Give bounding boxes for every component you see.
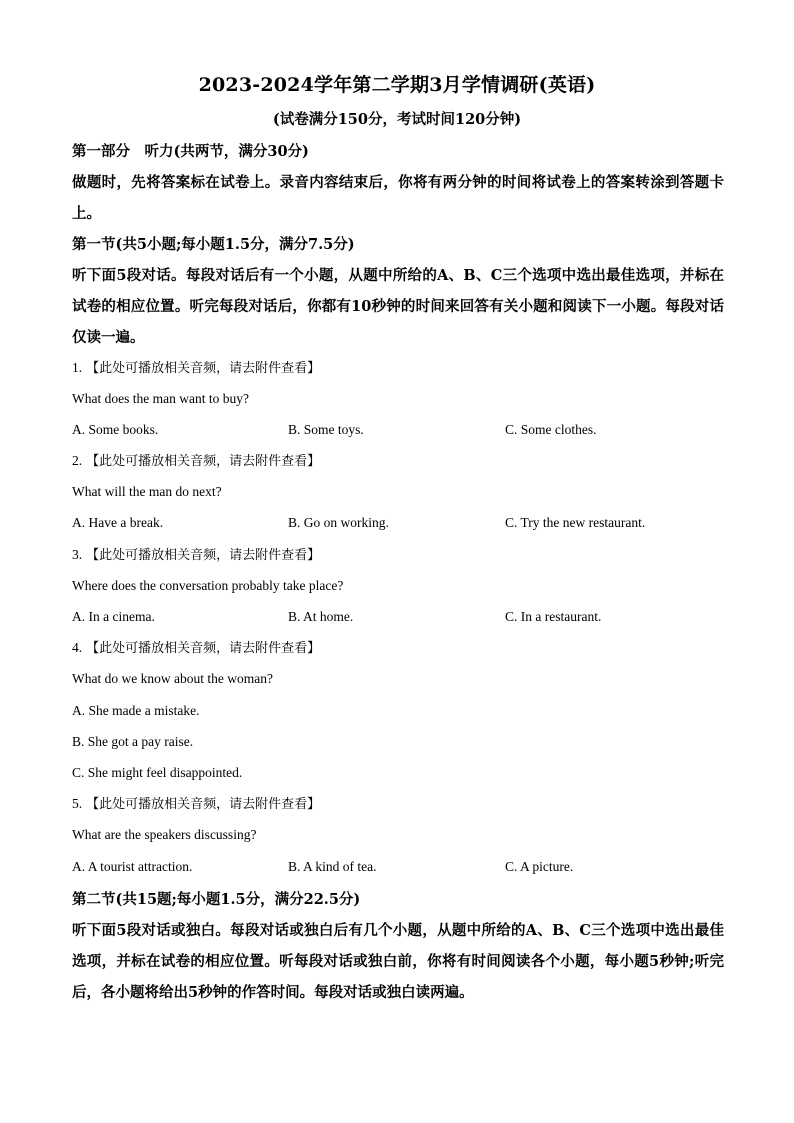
question-number: 2. <box>72 453 83 468</box>
audio-note: 【此处可播放相关音频，请去附件查看】 <box>86 548 321 563</box>
question-1-option-a: A. Some books. <box>72 422 159 437</box>
question-4-audio <box>72 638 320 659</box>
question-number: 1. <box>72 360 83 375</box>
audio-note: 【此处可播放相关音频，请去附件查看】 <box>86 797 321 812</box>
question-4-text: What do we know about the woman? <box>72 671 273 686</box>
part1-instruction: 做题时，先将答案标在试卷上。录音内容结束后，你将有两分钟的时间将试卷上的答案转涂到答题卡上。 <box>72 174 724 222</box>
exam-subtitle: (试卷满分150分，考试时间120分钟) <box>272 111 522 128</box>
question-2-audio <box>72 451 320 472</box>
question-3-text: Where does the conversation probably take place? <box>72 578 344 593</box>
question-3-option-c: C. In a restaurant. <box>505 609 602 624</box>
question-1-text: What does the man want to buy? <box>72 391 249 406</box>
exam-title: 2023-2024学年第二学期3月学情调研(英语) <box>198 74 596 96</box>
question-2-option-b: B. Go on working. <box>288 515 389 530</box>
question-2-option-c: C. Try the new restaurant. <box>505 515 646 530</box>
question-2-text: What will the man do next? <box>72 484 222 499</box>
question-1-audio <box>72 358 320 379</box>
question-2-option-a: A. Have a break. <box>72 515 164 530</box>
audio-note: 【此处可播放相关音频，请去附件查看】 <box>86 454 321 469</box>
question-1-option-b: B. Some toys. <box>288 422 364 437</box>
question-4-option-b: B. She got a pay raise. <box>72 734 194 749</box>
question-3-option-a: A. In a cinema. <box>72 609 155 624</box>
question-1-option-c: C. Some clothes. <box>505 422 597 437</box>
question-3-option-b: B. At home. <box>288 609 354 624</box>
question-4-option-a: A. She made a mistake. <box>72 703 200 718</box>
section1-heading: 第一节(共5小题;每小题1.5分，满分7.5分) <box>72 236 355 253</box>
section2-heading: 第二节(共15题;每小题1.5分，满分22.5分) <box>72 891 361 908</box>
audio-note: 【此处可播放相关音频，请去附件查看】 <box>86 361 321 376</box>
question-3-audio <box>72 545 320 566</box>
audio-note: 【此处可播放相关音频，请去附件查看】 <box>86 641 321 656</box>
question-number: 5. <box>72 796 83 811</box>
question-number: 4. <box>72 640 83 655</box>
question-5-option-a: A. A tourist attraction. <box>72 859 193 874</box>
section1-instruction: 听下面5段对话。每段对话后有一个小题，从题中所给的A、B、C三个选项中选出最佳选项，并标在试卷的相应位置。听完每段对话后，你都有10秒钟的时间来回答有关小题和阅读下一小题。每段对话仅读一遍。 <box>72 267 724 346</box>
question-number: 3. <box>72 547 83 562</box>
part1-heading: 第一部分 听力(共两节，满分30分) <box>72 143 309 160</box>
question-4-option-c: C. She might feel disappointed. <box>72 765 243 780</box>
question-5-text: What are the speakers discussing? <box>72 827 257 842</box>
question-5-option-c: C. A picture. <box>505 859 574 874</box>
question-5-audio <box>72 794 320 815</box>
section2-instruction: 听下面5段对话或独白。每段对话或独白后有几个小题，从题中所给的A、B、C三个选项中选出最佳选项，并标在试卷的相应位置。听每段对话或独白前，你将有时间阅读各个小题，每小题5秒钟;听完后，各小题将给出5秒钟的作答时间。每段对话或独白读两遍。 <box>72 922 724 1001</box>
question-5-option-b: B. A kind of tea. <box>288 859 377 874</box>
